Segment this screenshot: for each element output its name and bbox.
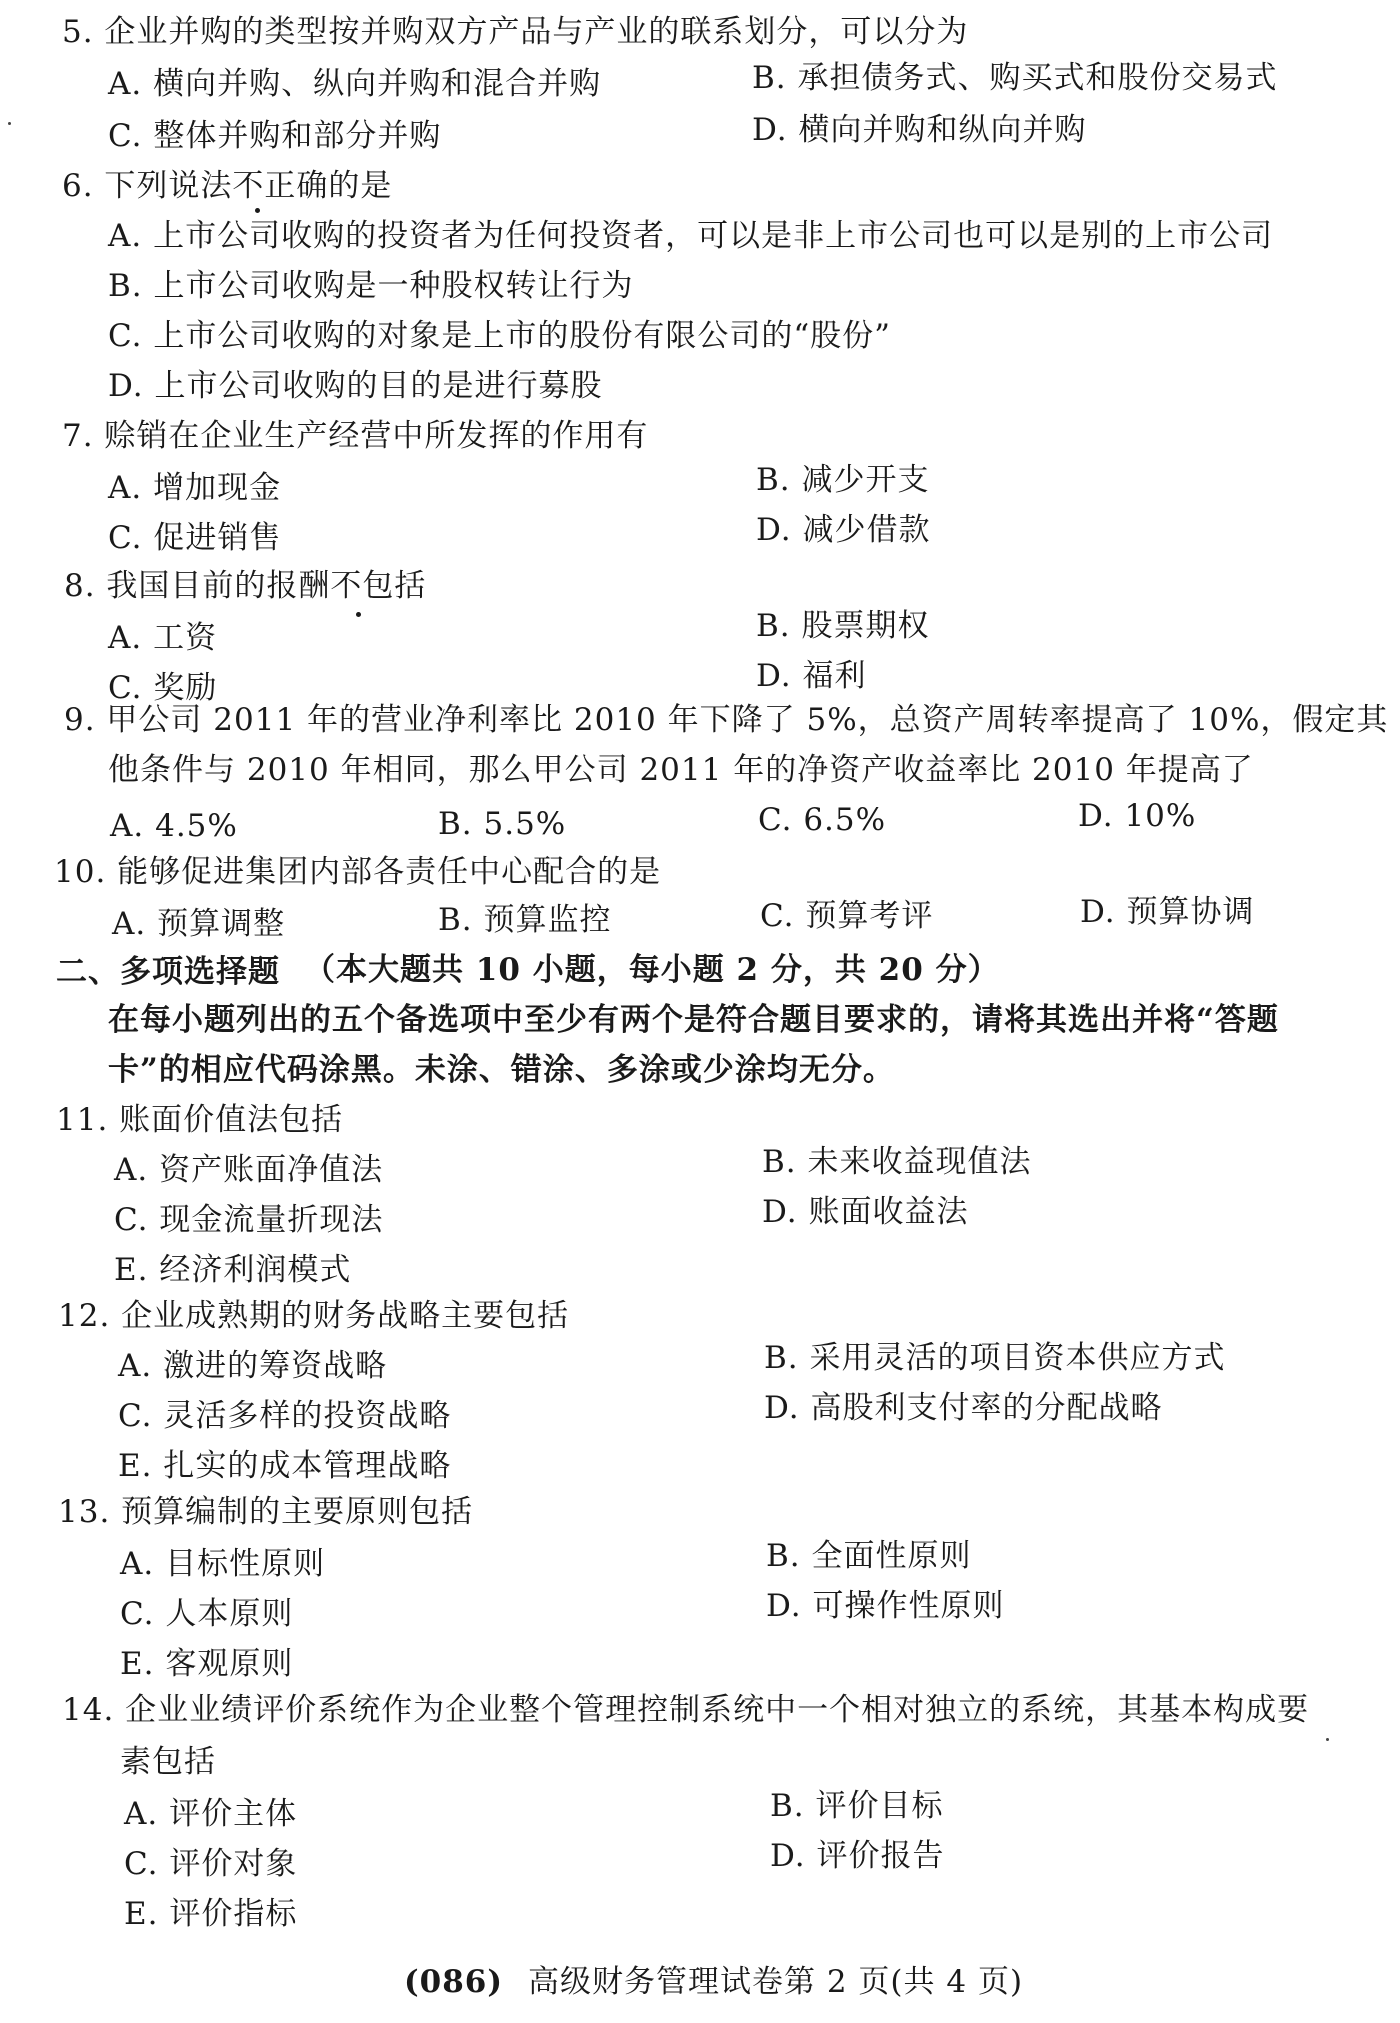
- question-13-option-c: C. 人本原则: [120, 1596, 294, 1632]
- section-2-title: 二、多项选择题: [56, 954, 280, 990]
- question-10-option-b: B. 预算监控: [438, 902, 612, 938]
- question-9-stem-line-1: 9. 甲公司 2011 年的营业净利率比 2010 年下降了 5%，总资产周转率提高了 10%，假定其: [64, 702, 1389, 738]
- question-6-option-c: C. 上市公司收购的对象是上市的股份有限公司的“股份”: [108, 318, 892, 354]
- question-14-option-b: B. 评价目标: [770, 1788, 944, 1824]
- question-11-option-d: D. 账面收益法: [762, 1194, 969, 1230]
- section-2-note: （本大题共 10 小题，每小题 2 分，共 20 分）: [304, 952, 1000, 988]
- question-7-option-a: A. 增加现金: [108, 470, 282, 506]
- question-10-option-a: A. 预算调整: [112, 906, 286, 942]
- question-6-option-d: D. 上市公司收购的目的是进行募股: [108, 368, 603, 404]
- scan-speck: [8, 122, 11, 125]
- question-12-option-a: A. 激进的筹资战略: [118, 1348, 388, 1384]
- question-10-option-d: D. 预算协调: [1080, 894, 1255, 930]
- question-9-option-b: B. 5.5%: [438, 806, 567, 842]
- question-8-option-b: B. 股票期权: [756, 608, 930, 644]
- question-11-option-b: B. 未来收益现值法: [762, 1144, 1032, 1180]
- question-11-stem: 11. 账面价值法包括: [56, 1102, 344, 1138]
- question-13-option-d: D. 可操作性原则: [766, 1588, 1005, 1624]
- question-7-stem: 7. 赊销在企业生产经营中所发挥的作用有: [62, 418, 649, 454]
- question-13-stem: 13. 预算编制的主要原则包括: [58, 1494, 474, 1530]
- question-5-option-c: C. 整体并购和部分并购: [108, 118, 442, 154]
- question-14-option-a: A. 评价主体: [124, 1796, 298, 1832]
- question-13-option-a: A. 目标性原则: [120, 1546, 326, 1582]
- question-13-option-b: B. 全面性原则: [766, 1538, 972, 1574]
- question-9-stem-line-2: 他条件与 2010 年相同，那么甲公司 2011 年的净资产收益率比 2010 年提高了: [108, 752, 1254, 788]
- question-9-option-c: C. 6.5%: [758, 802, 887, 838]
- question-5-stem: 5. 企业并购的类型按并购双方产品与产业的联系划分，可以分为: [62, 14, 969, 50]
- question-5-option-b: B. 承担债务式、购买式和股份交易式: [752, 60, 1278, 96]
- question-5-option-d: D. 横向并购和纵向并购: [752, 112, 1087, 148]
- question-7-option-d: D. 减少借款: [756, 512, 931, 548]
- page-footer-code: (086): [404, 1964, 504, 2000]
- section-2-instruction-line-2: 卡”的相应代码涂黑。未涂、错涂、多涂或少涂均无分。: [108, 1052, 895, 1088]
- question-12-option-e: E. 扎实的成本管理战略: [118, 1448, 452, 1484]
- question-14-stem-line-2: 素包括: [120, 1744, 216, 1780]
- question-8-option-a: A. 工资: [108, 620, 218, 656]
- question-8-option-c: C. 奖励: [108, 670, 218, 706]
- section-2-instruction-line-1: 在每小题列出的五个备选项中至少有两个是符合题目要求的，请将其选出并将“答题: [108, 1002, 1279, 1038]
- question-14-option-c: C. 评价对象: [124, 1846, 298, 1882]
- question-9-option-a: A. 4.5%: [110, 808, 238, 844]
- question-6-stem: 6. 下列说法不正确的是: [62, 168, 393, 204]
- question-13-option-e: E. 客观原则: [120, 1646, 294, 1682]
- question-10-option-c: C. 预算考评: [760, 898, 934, 934]
- emphasis-dot: [356, 612, 361, 617]
- question-6-option-a: A. 上市公司收购的投资者为任何投资者，可以是非上市公司也可以是别的上市公司: [108, 218, 1274, 254]
- question-12-stem: 12. 企业成熟期的财务战略主要包括: [58, 1298, 570, 1334]
- scan-speck: [1326, 1738, 1329, 1741]
- question-12-option-c: C. 灵活多样的投资战略: [118, 1398, 452, 1434]
- question-9-option-d: D. 10%: [1078, 798, 1197, 834]
- question-5-option-a: A. 横向并购、纵向并购和混合并购: [108, 66, 602, 102]
- question-14-option-e: E. 评价指标: [124, 1896, 298, 1932]
- question-11-option-e: E. 经济利润模式: [114, 1252, 352, 1288]
- question-12-option-b: B. 采用灵活的项目资本供应方式: [764, 1340, 1226, 1376]
- question-7-option-b: B. 减少开支: [756, 462, 930, 498]
- question-6-option-b: B. 上市公司收购是一种股权转让行为: [108, 268, 634, 304]
- question-14-stem-line-1: 14. 企业业绩评价系统作为企业整个管理控制系统中一个相对独立的系统，其基本构成要: [62, 1692, 1310, 1728]
- question-8-stem: 8. 我国目前的报酬不包括: [64, 568, 427, 604]
- question-7-option-c: C. 促进销售: [108, 520, 282, 556]
- question-11-option-c: C. 现金流量折现法: [114, 1202, 384, 1238]
- emphasis-dot: [255, 208, 260, 213]
- question-8-option-d: D. 福利: [756, 658, 867, 694]
- question-14-option-d: D. 评价报告: [770, 1838, 945, 1874]
- question-12-option-d: D. 高股利支付率的分配战略: [764, 1390, 1163, 1426]
- page-footer-text: 高级财务管理试卷第 2 页(共 4 页): [528, 1964, 1024, 2000]
- question-11-option-a: A. 资产账面净值法: [114, 1152, 384, 1188]
- question-10-stem: 10. 能够促进集团内部各责任中心配合的是: [54, 854, 662, 890]
